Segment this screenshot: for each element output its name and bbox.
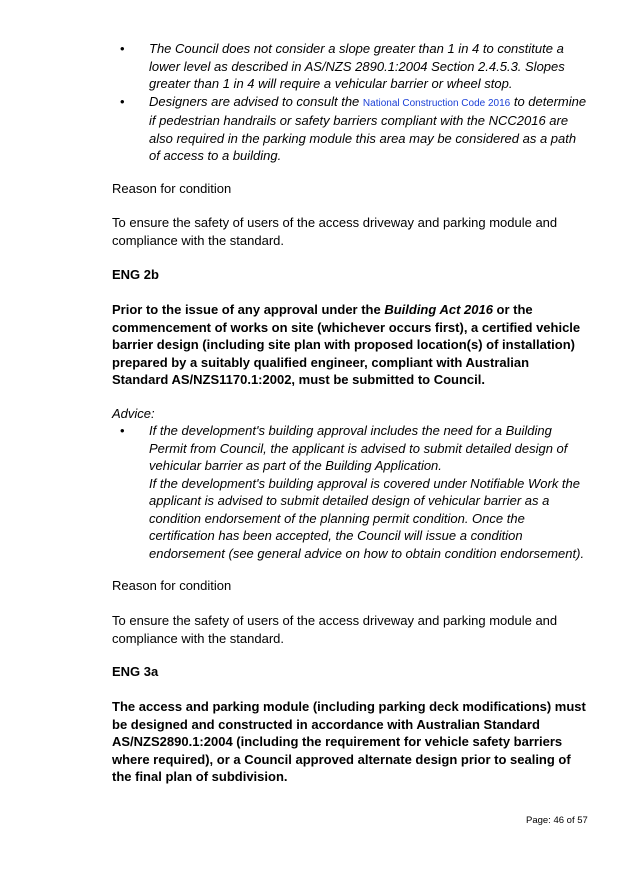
advice-paragraph-1: If the development's building approval includes the need for a Building Permit from Council, the applicant is advised to submit detailed design of vehicular barrier as part of the Building Application. [149, 423, 568, 473]
list-item [112, 93, 587, 165]
list-item [112, 40, 587, 93]
condition-text-eng-3a: The access and parking module (including parking deck modifications) must be designed and constructed in accordance with Australian Standard AS/NZS2890.1:2004 (including the requirement for vehicle safety barriers where required), or a Council approved alternate design prior to sealing of the final plan of subdivision. [112, 699, 586, 784]
condition-code-eng-2b: ENG 2b [112, 267, 159, 282]
condition-text-start: Prior to the issue of any approval under the [112, 302, 385, 317]
reason-text: To ensure the safety of users of the access driveway and parking module and compliance with the standard. [112, 613, 558, 646]
reason-heading: Reason for condition [112, 181, 232, 196]
bullet-text-end: to determine if pedestrian handrails or safety barriers compliant with the NCC2016 are also required in the parking module this area may be considered as a path of access to a building. [149, 93, 587, 163]
page-number: Page: 46 of 57 [526, 815, 588, 826]
bullet-text: The Council does not consider a slope greater than 1 in 4 to constitute a lower level as described in AS/NZS 2890.1:2004 Section 2.4.5.3. Slopes greater than 1 in 4 will require a vehicular barrier or wheel stop. [149, 41, 565, 91]
reason-text: To ensure the safety of users of the access driveway and parking module and compliance with the standard. [112, 215, 558, 248]
bullet-text-start: Designers are advised to consult the [149, 93, 363, 109]
advice-paragraph-2: If the development's building approval is covered under Notifiable Work the applicant is advised to submit detailed design of vehicular barrier as a condition endorsement of the planning permit condition. Once the certification has been accepted, the Council will issue a condition endorsement (see general advice on how to obtain condition endorsement). [149, 475, 585, 561]
act-name: Building Act 2016 [384, 302, 493, 317]
condition-text-eng-2b [112, 301, 587, 389]
bullet-icon: • [120, 423, 125, 438]
advice-bullet-list [112, 422, 587, 562]
bullet-icon: • [120, 93, 125, 109]
condition-text-end: or the commencement of works on site (whichever occurs first), a certified vehicle barrier design (including site plan with proposed location(s) of installation) prepared by a suitably qualified engineer, compliant with Australian Standard AS/NZS1170.1:2002, must be submitted to Council. [112, 302, 581, 387]
advice-label: Advice: [112, 406, 155, 421]
reason-heading: Reason for condition [112, 578, 232, 593]
bullet-icon: • [120, 41, 125, 56]
ncc-2016-link[interactable]: National Construction Code 2016 [362, 97, 511, 109]
list-item [112, 422, 587, 562]
top-bullet-list [112, 40, 587, 165]
condition-code-eng-3a: ENG 3a [112, 664, 159, 679]
